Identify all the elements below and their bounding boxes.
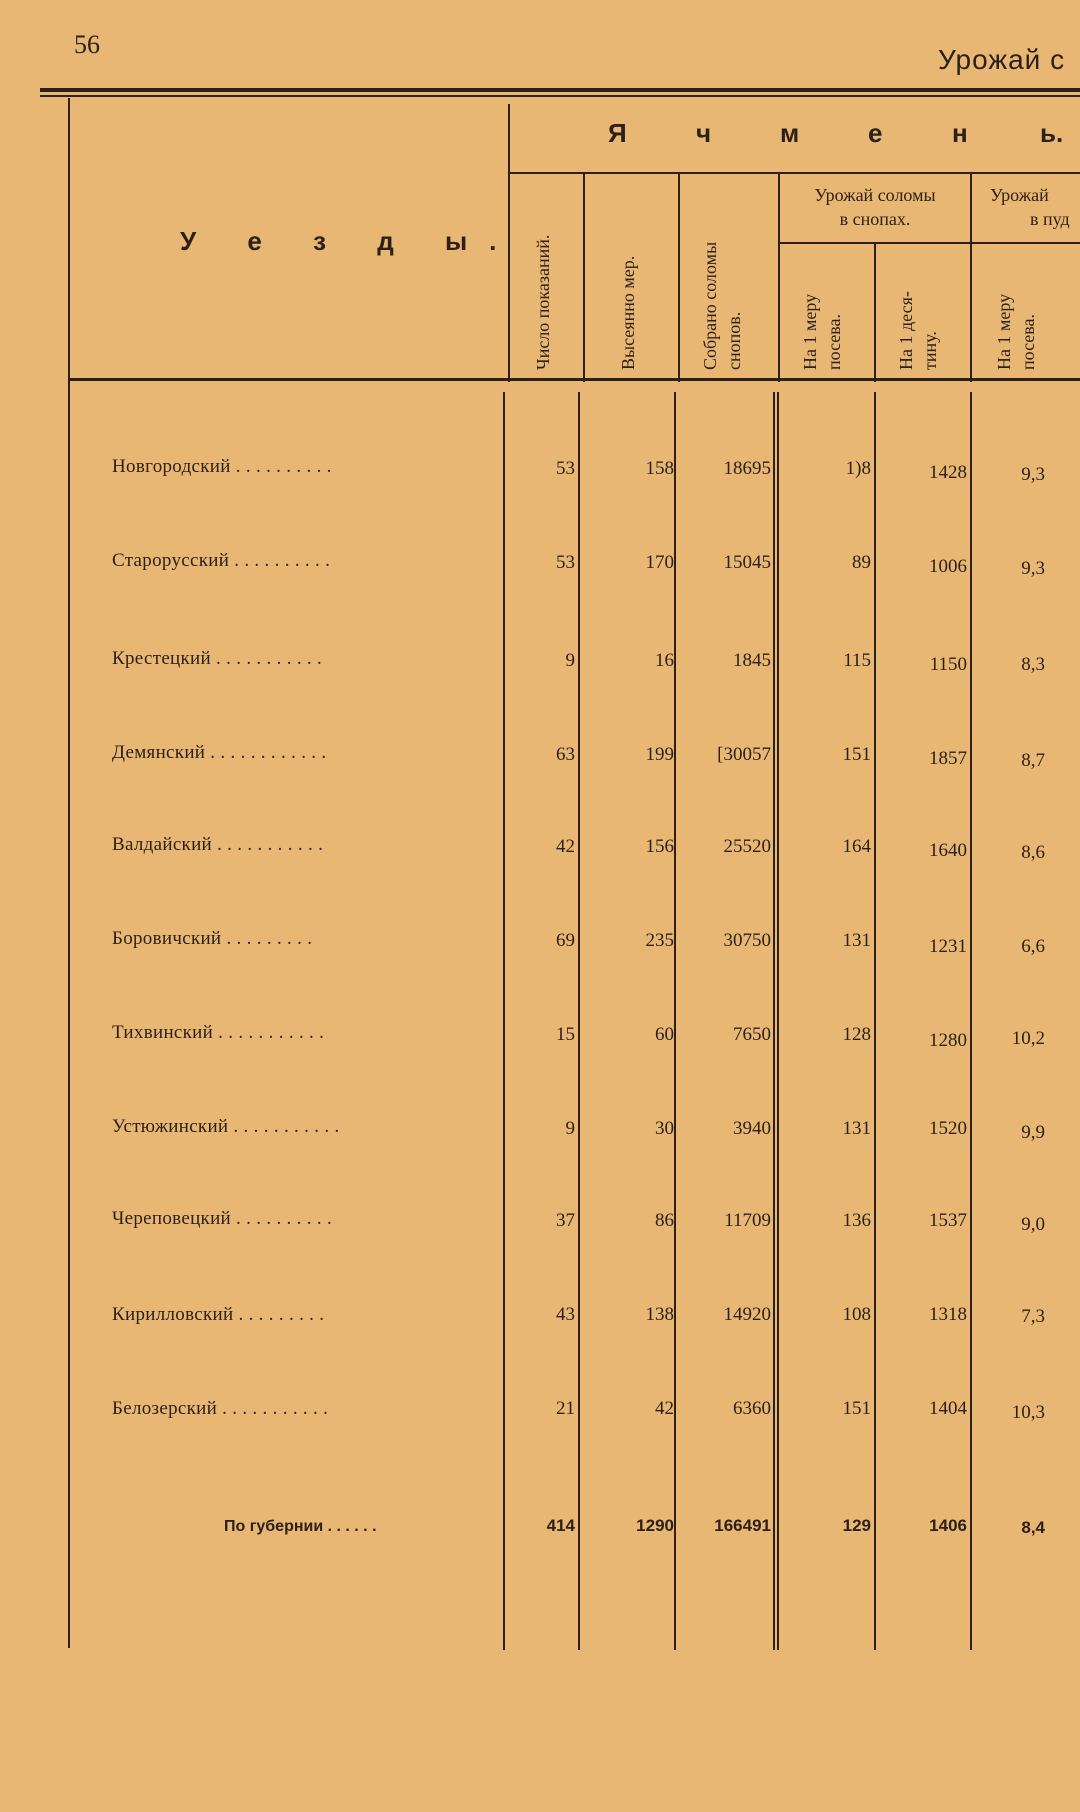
cell-poods: 10,3 — [1011, 1402, 1045, 1423]
cell-sown: 170 — [645, 552, 674, 573]
row-district-name: Тихвинский . . . . . . . . . . . — [112, 1022, 325, 1043]
cell-poods: 9,3 — [1021, 464, 1045, 485]
total-label: По губернии . . . . . . — [224, 1518, 377, 1535]
row-district-name: Боровичский . . . . . . . . . — [112, 928, 313, 949]
body-divider-col5 — [874, 392, 876, 1650]
cell-collected: 14920 — [723, 1304, 771, 1325]
col-header-count: Число показаний. — [533, 234, 553, 370]
group-header-sheaves-2: в снопах. — [839, 209, 911, 229]
col-header-per-desyatina-2: тину. — [920, 331, 940, 370]
cell-count: 43 — [556, 1304, 575, 1325]
cell-per-measure: 151 — [842, 1398, 871, 1419]
crop-letter: Я — [608, 118, 627, 148]
cell-per-measure: 131 — [842, 1118, 871, 1139]
header-divider-col6 — [970, 174, 972, 382]
cell-collected: [30057 — [717, 744, 771, 765]
group-header-poods-2: в пуд — [1030, 209, 1070, 229]
cell-per-measure: 164 — [842, 836, 871, 857]
cell-per-desyatina: 1857 — [929, 748, 967, 769]
cell-poods: 8,6 — [1021, 842, 1045, 863]
cell-collected: 7650 — [733, 1024, 771, 1045]
cell-poods: 8,3 — [1021, 654, 1045, 675]
cell-count: 53 — [556, 458, 575, 479]
header-bottom-rule — [68, 378, 1080, 381]
col-header-collected-2: снопов. — [724, 311, 744, 370]
total-per-desyatina: 1406 — [929, 1516, 967, 1535]
cell-poods: 9,9 — [1021, 1122, 1045, 1143]
cell-per-desyatina: 1231 — [929, 936, 967, 957]
cell-count: 9 — [565, 1118, 575, 1139]
cell-per-desyatina: 1006 — [929, 556, 967, 577]
col-header-collected-1: Собрано соломы — [700, 241, 720, 370]
crop-letter: н — [952, 118, 968, 148]
cell-sown: 86 — [655, 1210, 674, 1231]
cell-collected: 30750 — [723, 930, 771, 951]
cell-per-measure: 131 — [842, 930, 871, 951]
row-district-name: Крестецкий . . . . . . . . . . . — [112, 648, 323, 669]
cell-per-desyatina: 1428 — [929, 462, 967, 483]
col-header-poods-2: посева. — [1018, 313, 1038, 370]
cell-collected: 18695 — [723, 458, 771, 479]
body-divider-col4b — [777, 392, 779, 1650]
page-number: 56 — [74, 30, 100, 59]
cell-count: 42 — [556, 836, 575, 857]
cell-poods: 10,2 — [1011, 1028, 1045, 1049]
cell-per-desyatina: 1150 — [929, 654, 967, 675]
cell-count: 53 — [556, 552, 575, 573]
row-district-name: Кирилловский . . . . . . . . . — [112, 1304, 325, 1325]
body-divider-main — [503, 392, 505, 1650]
cell-count: 69 — [556, 930, 575, 951]
crop-letter: ч — [696, 118, 712, 148]
cell-sown: 16 — [655, 650, 674, 671]
cell-per-measure: 89 — [852, 552, 871, 573]
total-sown: 1290 — [636, 1516, 674, 1535]
table-left-border — [68, 98, 70, 1648]
cell-per-measure: 128 — [842, 1024, 871, 1045]
crop-letter: ь. — [1040, 118, 1064, 148]
cell-count: 21 — [556, 1398, 575, 1419]
col-header-per-measure-1: На 1 меру — [800, 293, 820, 370]
row-district-name: Новгородский . . . . . . . . . . — [112, 456, 332, 477]
cell-count: 37 — [556, 1210, 575, 1231]
cell-sown: 42 — [655, 1398, 674, 1419]
crop-letter: е — [868, 118, 883, 148]
col-header-sown: Высеянно мер. — [618, 255, 638, 370]
body-divider-col2 — [578, 392, 580, 1650]
cell-count: 9 — [565, 650, 575, 671]
cell-collected: 11709 — [724, 1210, 771, 1231]
top-rule-thin — [40, 95, 1080, 97]
total-count: 414 — [546, 1516, 575, 1535]
cell-sown: 156 — [645, 836, 674, 857]
cell-poods: 8,7 — [1021, 750, 1045, 771]
cell-per-measure: 1)8 — [845, 458, 871, 479]
cell-collected: 3940 — [733, 1118, 771, 1139]
group-header-poods-1: Урожай — [990, 185, 1049, 205]
total-poods: 8,4 — [1021, 1518, 1045, 1537]
cell-sown: 199 — [645, 744, 674, 765]
col-header-per-measure-2: посева. — [824, 313, 844, 370]
body-divider-col4 — [773, 392, 775, 1650]
group-underline-sheaves — [778, 242, 970, 244]
cell-per-desyatina: 1520 — [929, 1118, 967, 1139]
row-district-name: Устюжинский . . . . . . . . . . . — [112, 1116, 340, 1137]
total-per-measure: 129 — [842, 1516, 871, 1535]
cell-sown: 138 — [645, 1304, 674, 1325]
top-rule — [40, 88, 1080, 92]
cell-per-desyatina: 1404 — [929, 1398, 967, 1419]
header-divider-col2 — [583, 174, 585, 382]
running-head: Урожай с — [938, 44, 1066, 75]
cell-poods: 9,3 — [1021, 558, 1045, 579]
cell-sown: 235 — [645, 930, 674, 951]
header-divider-col3 — [678, 174, 680, 382]
header-divider-col5 — [874, 244, 876, 382]
group-underline-poods — [970, 242, 1080, 244]
row-district-name: Белозерский . . . . . . . . . . . — [112, 1398, 329, 1419]
cell-count: 63 — [556, 744, 575, 765]
cell-per-desyatina: 1640 — [929, 840, 967, 861]
row-district-name: Череповецкий . . . . . . . . . . — [112, 1208, 333, 1229]
cell-per-desyatina: 1280 — [929, 1030, 967, 1051]
col-header-poods-1: На 1 меру — [994, 293, 1014, 370]
cell-poods: 9,0 — [1021, 1214, 1045, 1235]
cell-collected: 15045 — [723, 552, 771, 573]
cell-per-desyatina: 1318 — [929, 1304, 967, 1325]
body-divider-col6 — [970, 392, 972, 1650]
cell-collected: 25520 — [723, 836, 771, 857]
cell-per-measure: 115 — [843, 650, 871, 671]
cell-count: 15 — [556, 1024, 575, 1045]
uezdy-header: У е з д ы. — [180, 226, 519, 256]
col-header-per-desyatina-1: На 1 деся- — [896, 291, 916, 370]
group-header-sheaves-1: Урожай соломы — [814, 185, 936, 205]
cell-per-desyatina: 1537 — [929, 1210, 967, 1231]
cell-per-measure: 108 — [842, 1304, 871, 1325]
cell-sown: 30 — [655, 1118, 674, 1139]
crop-underline — [508, 172, 1080, 174]
row-district-name: Валдайский . . . . . . . . . . . — [112, 834, 324, 855]
row-district-name: Старорусский . . . . . . . . . . — [112, 550, 331, 571]
row-district-name: Демянский . . . . . . . . . . . . — [112, 742, 327, 763]
cell-collected: 1845 — [733, 650, 771, 671]
crop-letter: м — [780, 118, 800, 148]
cell-sown: 60 — [655, 1024, 674, 1045]
total-collected: 166491 — [714, 1516, 771, 1535]
cell-sown: 158 — [645, 458, 674, 479]
body-divider-col3 — [674, 392, 676, 1650]
cell-collected: 6360 — [733, 1398, 771, 1419]
cell-per-measure: 136 — [842, 1210, 871, 1231]
cell-poods: 6,6 — [1021, 936, 1045, 957]
cell-per-measure: 151 — [842, 744, 871, 765]
cell-poods: 7,3 — [1021, 1306, 1045, 1327]
